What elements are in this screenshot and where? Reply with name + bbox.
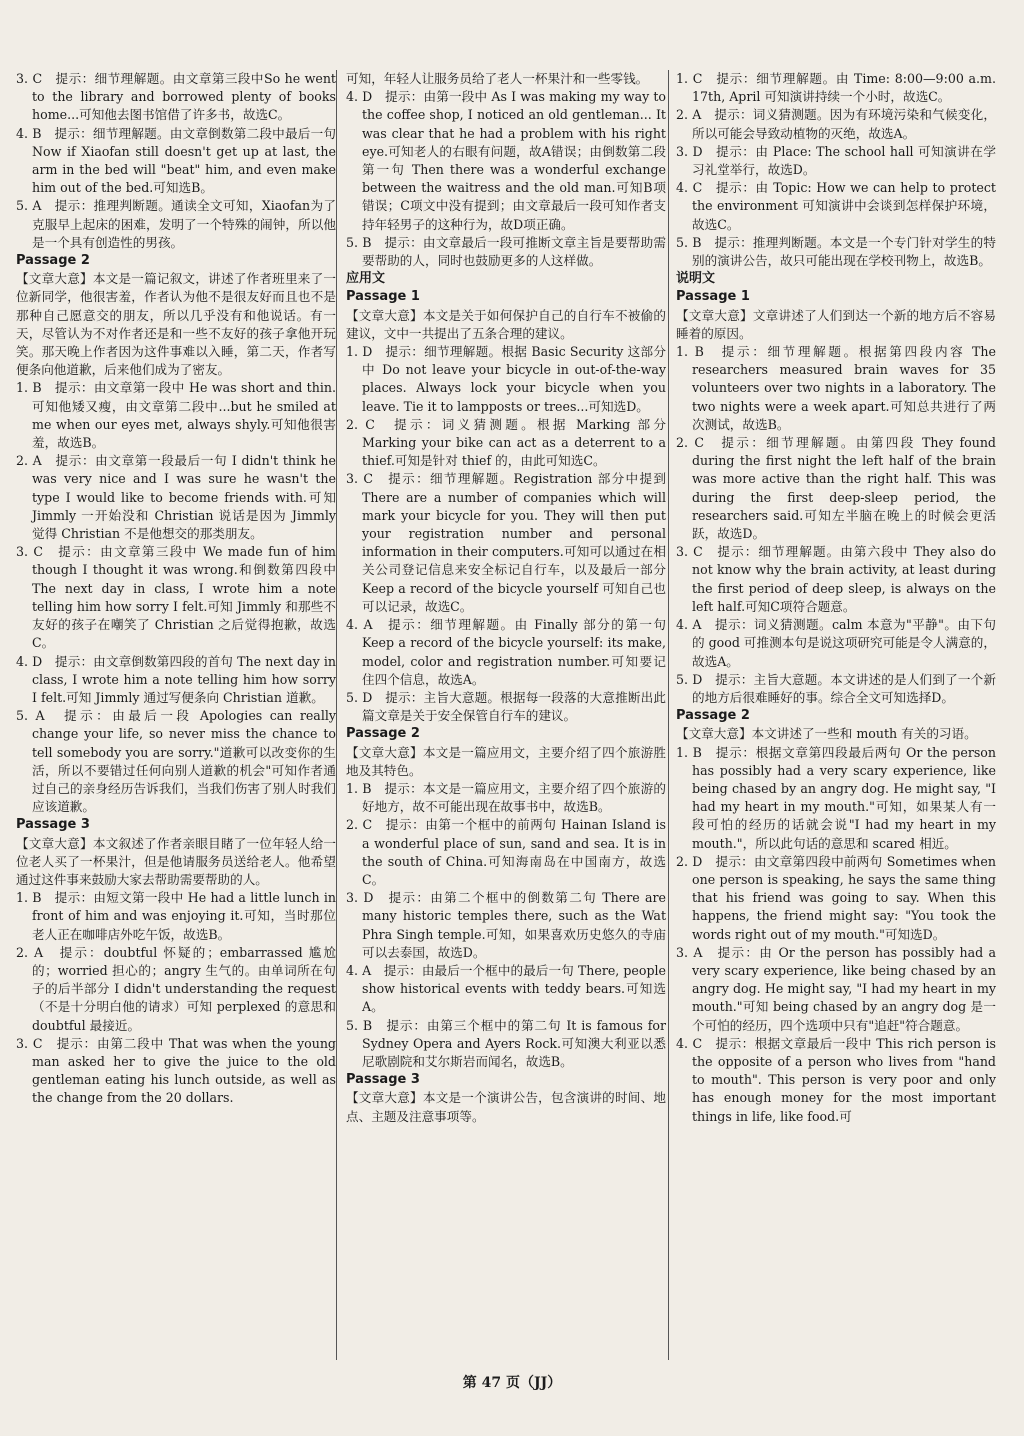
answer-item: 4. C 提示：由 Topic: How we can help to protect the environment 可知演讲中会谈到怎样保护环境，故选C。	[676, 180, 996, 232]
passage-summary: 【文章大意】本文是关于如何保护自己的自行车不被偷的建议，文中一共提出了五条合理的建议。	[346, 307, 666, 341]
column-1	[16, 70, 336, 1108]
answer-item: 1. D 提示：细节理解题。根据 Basic Security 这部分中 Do not leave your bicycle in out-of-the-way places. Always lock your bicycle when you leave. Tie it to lampposts or trees...可知选D。	[346, 344, 666, 414]
section-heading: Passage 1	[346, 289, 420, 305]
answer-item: 3. D 提示：由 Place: The school hall 可知演讲在学习礼堂举行，故选D。	[676, 143, 996, 178]
answer-item: 3. A 提示：由 Or the person has possibly had a very scary experience, like being chased by an angry dog. He might say, "I had my heart in my mouth."可知 being chased by an angry dog 是一个可怕的经历，四个选项中只有"追赶"符合题意。	[676, 944, 996, 1033]
column-2	[346, 70, 666, 1126]
answer-item: 2. A 提示：词义猜测题。因为有环境污染和气候变化，所以可能会导致动植物的灭绝，故选A。	[676, 107, 996, 141]
column-divider	[336, 70, 337, 1360]
answer-item: 3. C 提示：细节理解题。由第六段中 They also do not know why the brain activity, at least during the first period of deep sleep, is always on the left half.可知C项符合题意。	[676, 544, 996, 614]
passage-summary: 【文章大意】本文是一个演讲公告，包含演讲的时间、地点、主题及注意事项等。	[346, 1090, 666, 1124]
answer-item: 4. A 提示：由最后一个框中的最后一句 There, people show historical events with teddy bears.可知选A。	[346, 962, 666, 1015]
answer-item: 5. B 提示：由第三个框中的第二句 It is famous for Sydney Opera and Ayers Rock.可知澳大利亚以悉尼歌剧院和艾尔斯岩而闻名，故选B。	[346, 1017, 666, 1069]
answer-item: 4. D 提示：由文章倒数第四段的首句 The next day in class, I wrote him a note telling him how sorry I felt.可知 Jimmly 通过写便条向 Christian 道歉。	[16, 653, 336, 705]
answer-item: 4. A 提示：细节理解题。由 Finally 部分的第一句 Keep a record of the bicycle yourself: its make, model, color and registration number.可知要记住四个信息，故选A。	[346, 617, 666, 687]
answer-item: 5. B 提示：由文章最后一段可推断文章主旨是要帮助需要帮助的人，同时也鼓励更多的人这样做。	[346, 234, 666, 269]
answer-item: 4. B 提示：细节理解题。由文章倒数第二段中最后一句 Now if Xiaofan still doesn't get up at last, the arm in the bed will "beat" him, and even make him out of the bed.可知选B。	[16, 125, 336, 196]
answer-item: 2. C 提示：由第一个框中的前两句 Hainan Island is a wonderful place of sun, sand and sea. It is in the south of China.可知海南岛在中国南方，故选C。	[346, 817, 666, 887]
answer-item: 3. D 提示：由第二个框中的倒数第二句 There are many historic temples there, such as the Wat Phra Singh temple.可知，如果喜欢历史悠久的寺庙可以去泰国，故选D。	[346, 890, 666, 960]
passage-summary: 可知，年轻人让服务员给了老人一杯果汁和一些零钱。	[346, 71, 649, 86]
answer-item: 2. A 提示：doubtful 怀疑的；embarrassed 尴尬的；worried 担心的；angry 生气的。由单词所在句子的后半部分 I didn't understanding the request（不是十分明白他的请求）可知 perplexed 的意思和 doubtful 最接近。	[16, 944, 336, 1033]
answer-item: 3. C 提示：细节理解题。由文章第三段中So he went to the library and borrowed plenty of books home...可知他去图书馆借了许多书，故选C。	[16, 71, 336, 123]
answer-item: 5. B 提示：推理判断题。本文是一个专门针对学生的特别的演讲公告，故只可能出现在学校刊物上，故选B。	[676, 234, 996, 269]
answer-item: 2. C 提示：细节理解题。由第四段 They found during the first night the left half of the brain was more active than the right half. This was during the first deep-sleep period, the researchers said.可知左半脑在晚上的时候会更活跃，故选D。	[676, 435, 996, 542]
answer-item: 1. B 提示：细节理解题。根据第四段内容 The researchers measured brain waves for 35 volunteers over two nights in a laboratory. The two nights were a week apart.可知总共进行了两次测试，故选B。	[676, 344, 996, 432]
passage-summary: 【文章大意】本文叙述了作者亲眼目睹了一位年轻人给一位老人买了一杯果汁，但是他请服务员送给老人。他希望通过这件事来鼓励大家去帮助需要帮助的人。	[16, 835, 336, 887]
page-number: 第 47 页（JJ）	[462, 1375, 562, 1391]
answer-item: 1. C 提示：细节理解题。由 Time: 8:00—9:00 a.m. 17th, April 可知演讲持续一个小时，故选C。	[676, 71, 996, 105]
answer-item: 5. D 提示：主旨大意题。本文讲述的是人们到了一个新的地方后很难睡好的事。综合全文可知选择D。	[676, 671, 996, 705]
column-divider	[668, 70, 669, 1360]
answer-item: 3. C 提示：由第二段中 That was when the young man asked her to give the juice to the old gentleman eating his lunch outside, as well as the change from the 20 dollars.	[16, 1035, 336, 1106]
section-heading: Passage 2	[346, 726, 420, 742]
answer-item: 1. B 提示：由短文第一段中 He had a little lunch in front of him and was enjoying it.可知，当时那位老人正在咖啡店外吃午饭，故选B。	[16, 890, 336, 942]
answer-item: 1. B 提示：根据文章第四段最后两句 Or the person has possibly had a very scary experience, like being chased by an angry dog. He might say, "I had my heart in my mouth."可知，如果某人有一段可怕的经历的话就会说"I had my heart in my mouth."，所以此句话的意思和 scared 相近。	[676, 744, 996, 851]
passage-summary: 【文章大意】本文讲述了一些和 mouth 有关的习语。	[676, 726, 977, 742]
answer-item: 3. C 提示：细节理解题。Registration 部分中提到 There are a number of companies which will mark your bicycle for you. They will then put your registration number and personal information in their computers.可知可以通过在相关公司登记信息来安全标记自行车，以及最后一部分 Keep a record of the bicycle yourself 可知自己也可以记录，故选C。	[346, 471, 666, 614]
section-heading: Passage 3	[16, 817, 90, 833]
answer-item: 2. C 提示：词义猜测题。根据 Marking 部分 Marking your bike can act as a deterrent to a thief.可知是针对 thief 的，由此可知选C。	[346, 416, 666, 469]
section-heading: 说明文	[676, 271, 716, 287]
answer-item: 2. A 提示：由文章第一段最后一句 I didn't think he was very nice and I was sure he wasn't the type I would like to become friends with.可知 Jimmly 一开始没和 Christian 说话是因为 Jimmly 觉得 Christian 不是他想交的那类朋友。	[16, 453, 336, 542]
answer-item: 1. B 提示：本文是一篇应用文，主要介绍了四个旅游的好地方，故不可能出现在故事书中，故选B。	[346, 780, 666, 815]
answer-item: 5. A 提示：推理判断题。通读全文可知，Xiaofan为了克服早上起床的困难，发明了一个特殊的闹钟，所以他是一个具有创造性的男孩。	[16, 198, 336, 250]
passage-summary: 【文章大意】本文是一篇应用文，主要介绍了四个旅游胜地及其特色。	[346, 744, 666, 778]
answer-item: 5. D 提示：主旨大意题。根据每一段落的大意推断出此篇文章是关于安全保管自行车的建议。	[346, 689, 666, 724]
section-heading: Passage 1	[676, 289, 750, 305]
answer-item: 4. D 提示：由第一段中 As I was making my way to the coffee shop, I noticed an old gentleman... It was clear that he had a problem with his right eye.可知老人的右眼有问题，故A错误；由倒数第二段第一句 Then there was a wonderful exchange between the waitress and the old man.可知B项错误；C项文中没有提到；由文章最后一段可知作者支持年轻男子的这种行为，故D项正确。	[346, 89, 666, 232]
section-heading: Passage 2	[676, 708, 750, 724]
answer-item: 4. C 提示：根据文章最后一段中 This rich person is the opposite of a person who lives from "hand to mouth". This person is very poor and only has enough money for the most important things in life, like food.可	[676, 1035, 996, 1124]
answer-item: 1. B 提示：由文章第一段中 He was short and thin.可知他矮又瘦，由文章第二段中...but he smiled at me when our eyes met, always shyly.可知他很害羞，故选B。	[16, 380, 336, 451]
answer-item: 5. A 提示：由最后一段 Apologies can really change your life, so never miss the chance to tell somebody you are sorry."道歉可以改变你的生活，所以不要错过任何向别人道歉的机会"可知作者通过自己的亲身经历告诉我们，当我们伤害了别人时我们应该道歉。	[16, 708, 336, 815]
section-heading: 应用文	[346, 271, 386, 287]
answer-item: 4. A 提示：词义猜测题。calm 本意为"平静"。由下句的 good 可推测本句是说这项研究可能是令人满意的，故选A。	[676, 617, 996, 669]
answer-item: 2. D 提示：由文章第四段中前两句 Sometimes when one person is speaking, he says the same thing that his friend was going to say. When this happens, the friend might say: "You took the words right out of my mouth."可知选D。	[676, 853, 996, 942]
passage-summary: 【文章大意】文章讲述了人们到达一个新的地方后不容易睡着的原因。	[676, 307, 996, 341]
answer-item: 3. C 提示：由文章第三段中 We made fun of him though I thought it was wrong.和倒数第四段中 The next day in class, I wrote him a note telling him how sorry I felt.可知 Jimmly 和那些不友好的孩子在嘲笑了 Christian 之后觉得抱歉，故选C。	[16, 544, 336, 651]
passage-summary: 【文章大意】本文是一篇记叙文，讲述了作者班里来了一位新同学，他很害羞，作者认为他不是很友好而且也不是那种自己愿意交的朋友，所以几乎没有和他说话。有一天，尽管认为不对作者还是和一些不友好的孩子拿他开玩笑。那天晚上作者因为这件事难以入睡，第二天，作者写便条向他道歉，后来他们成为了密友。	[16, 271, 336, 378]
section-heading: Passage 3	[346, 1072, 420, 1088]
column-3	[676, 70, 996, 1126]
section-heading: Passage 2	[16, 253, 90, 269]
